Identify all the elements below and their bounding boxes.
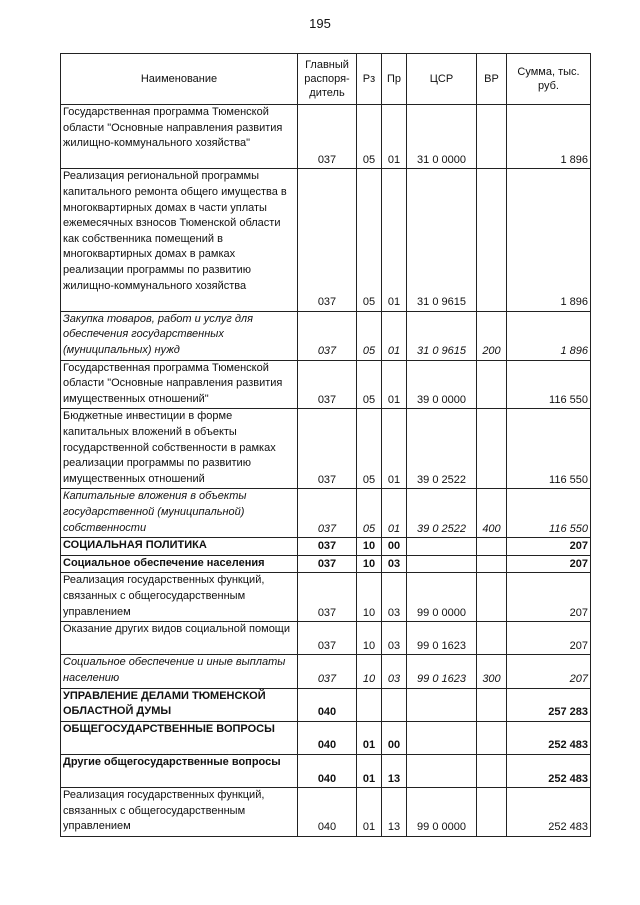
- header-pr: Пр: [382, 54, 407, 105]
- row-sum: 207: [507, 538, 591, 556]
- row-rz: 10: [357, 538, 382, 556]
- row-sum: 207: [507, 555, 591, 573]
- row-name: ОБЩЕГОСУДАРСТВЕННЫЕ ВОПРОСЫ: [61, 721, 298, 754]
- row-main-manager: 037: [298, 655, 357, 688]
- table-row: [61, 360, 591, 409]
- row-vr: 300: [477, 655, 507, 688]
- row-name: Государственная программа Тюменской области "Основные направления развития имущественных отношений": [61, 360, 298, 409]
- row-rz: [357, 688, 382, 721]
- header-main-manager: Главный распоря-дитель: [298, 54, 357, 105]
- row-csr: 31 0 9615: [407, 311, 477, 360]
- row-main-manager: 040: [298, 688, 357, 721]
- row-name: Государственная программа Тюменской области "Основные направления развития жилищно-коммунального хозяйства": [61, 105, 298, 169]
- row-main-manager: 037: [298, 409, 357, 489]
- table-row: [61, 788, 591, 837]
- row-rz: 10: [357, 555, 382, 573]
- row-sum: 252 483: [507, 721, 591, 754]
- row-name: СОЦИАЛЬНАЯ ПОЛИТИКА: [61, 538, 298, 556]
- row-csr: 99 0 0000: [407, 573, 477, 622]
- table-row: [61, 622, 591, 655]
- row-vr: [477, 169, 507, 311]
- row-vr: [477, 360, 507, 409]
- row-csr: [407, 538, 477, 556]
- row-csr: 99 0 1623: [407, 622, 477, 655]
- row-rz: 05: [357, 489, 382, 538]
- row-pr: 01: [382, 105, 407, 169]
- row-main-manager: 040: [298, 754, 357, 787]
- row-name: УПРАВЛЕНИЕ ДЕЛАМИ ТЮМЕНСКОЙ ОБЛАСТНОЙ ДУМЫ: [61, 688, 298, 721]
- row-sum: 116 550: [507, 409, 591, 489]
- table-header-row: [61, 54, 591, 105]
- row-rz: 05: [357, 105, 382, 169]
- row-csr: [407, 688, 477, 721]
- row-name: Бюджетные инвестиции в форме капитальных вложений в объекты государственной собственности в рамках реализации программы по развитию имущественных отношений: [61, 409, 298, 489]
- header-vr: ВР: [477, 54, 507, 105]
- row-pr: 03: [382, 573, 407, 622]
- row-sum: 252 483: [507, 754, 591, 787]
- row-pr: 03: [382, 555, 407, 573]
- row-rz: 10: [357, 622, 382, 655]
- row-vr: [477, 409, 507, 489]
- row-pr: 00: [382, 721, 407, 754]
- row-pr: 00: [382, 538, 407, 556]
- row-csr: [407, 721, 477, 754]
- row-sum: 116 550: [507, 489, 591, 538]
- row-pr: 01: [382, 169, 407, 311]
- table-row: [61, 169, 591, 311]
- row-name: Закупка товаров, работ и услуг для обеспечения государственных (муниципальных) нужд: [61, 311, 298, 360]
- row-name: Социальное обеспечение и иные выплаты населению: [61, 655, 298, 688]
- header-sum: Сумма, тыс. руб.: [507, 54, 591, 105]
- row-pr: 13: [382, 788, 407, 837]
- row-vr: 400: [477, 489, 507, 538]
- row-name: Социальное обеспечение населения: [61, 555, 298, 573]
- row-pr: 03: [382, 622, 407, 655]
- row-main-manager: 037: [298, 489, 357, 538]
- row-vr: [477, 688, 507, 721]
- table-row: [61, 721, 591, 754]
- table-row: [61, 688, 591, 721]
- header-rz: Рз: [357, 54, 382, 105]
- row-csr: [407, 555, 477, 573]
- table-row: [61, 311, 591, 360]
- row-vr: [477, 622, 507, 655]
- row-pr: 01: [382, 409, 407, 489]
- table-body: [61, 105, 591, 837]
- row-sum: 257 283: [507, 688, 591, 721]
- row-sum: 116 550: [507, 360, 591, 409]
- row-main-manager: 037: [298, 622, 357, 655]
- row-vr: 200: [477, 311, 507, 360]
- row-sum: 207: [507, 655, 591, 688]
- page-number: 195: [309, 16, 331, 31]
- row-main-manager: 037: [298, 555, 357, 573]
- row-name: Оказание других видов социальной помощи: [61, 622, 298, 655]
- row-vr: [477, 754, 507, 787]
- row-sum: 207: [507, 573, 591, 622]
- row-csr: 99 0 1623: [407, 655, 477, 688]
- table-row: [61, 105, 591, 169]
- row-rz: 05: [357, 360, 382, 409]
- row-rz: 05: [357, 169, 382, 311]
- table-row: [61, 573, 591, 622]
- row-rz: 01: [357, 721, 382, 754]
- row-vr: [477, 573, 507, 622]
- row-sum: 1 896: [507, 105, 591, 169]
- row-csr: 39 0 0000: [407, 360, 477, 409]
- row-vr: [477, 538, 507, 556]
- row-main-manager: 037: [298, 573, 357, 622]
- row-csr: 99 0 0000: [407, 788, 477, 837]
- row-name: Другие общегосударственные вопросы: [61, 754, 298, 787]
- row-sum: 252 483: [507, 788, 591, 837]
- row-rz: 05: [357, 409, 382, 489]
- row-csr: 39 0 2522: [407, 489, 477, 538]
- row-sum: 207: [507, 622, 591, 655]
- row-name: Реализация государственных функций, связанных с общегосударственным управлением: [61, 573, 298, 622]
- table-row: [61, 489, 591, 538]
- table-row: [61, 555, 591, 573]
- row-rz: 01: [357, 754, 382, 787]
- row-pr: 13: [382, 754, 407, 787]
- row-pr: 03: [382, 655, 407, 688]
- row-main-manager: 040: [298, 721, 357, 754]
- row-name: Реализация государственных функций, связанных с общегосударственным управлением: [61, 788, 298, 837]
- row-pr: 01: [382, 360, 407, 409]
- row-csr: 31 0 9615: [407, 169, 477, 311]
- table-row: [61, 754, 591, 787]
- header-csr: ЦСР: [407, 54, 477, 105]
- row-main-manager: 037: [298, 360, 357, 409]
- row-main-manager: 037: [298, 538, 357, 556]
- row-main-manager: 037: [298, 311, 357, 360]
- row-sum: 1 896: [507, 169, 591, 311]
- row-rz: 05: [357, 311, 382, 360]
- row-sum: 1 896: [507, 311, 591, 360]
- table-row: [61, 655, 591, 688]
- row-vr: [477, 721, 507, 754]
- row-main-manager: 037: [298, 169, 357, 311]
- row-pr: 01: [382, 489, 407, 538]
- row-csr: 39 0 2522: [407, 409, 477, 489]
- row-rz: 10: [357, 573, 382, 622]
- row-vr: [477, 105, 507, 169]
- header-name: Наименование: [61, 54, 298, 105]
- table-row: [61, 409, 591, 489]
- row-pr: 01: [382, 311, 407, 360]
- table-row: [61, 538, 591, 556]
- budget-table: [60, 53, 591, 837]
- row-main-manager: 040: [298, 788, 357, 837]
- row-csr: 31 0 0000: [407, 105, 477, 169]
- row-rz: 10: [357, 655, 382, 688]
- row-name: Реализация региональной программы капитального ремонта общего имущества в многоквартирных домах в части уплаты ежемесячных взносов Тюменской области как собственника помещений в многоквартирных домах в рамках реализации программы по развитию жилищно-коммунального хозяйства: [61, 169, 298, 311]
- row-rz: 01: [357, 788, 382, 837]
- row-vr: [477, 555, 507, 573]
- row-main-manager: 037: [298, 105, 357, 169]
- row-csr: [407, 754, 477, 787]
- row-pr: [382, 688, 407, 721]
- row-name: Капитальные вложения в объекты государственной (муниципальной) собственности: [61, 489, 298, 538]
- row-vr: [477, 788, 507, 837]
